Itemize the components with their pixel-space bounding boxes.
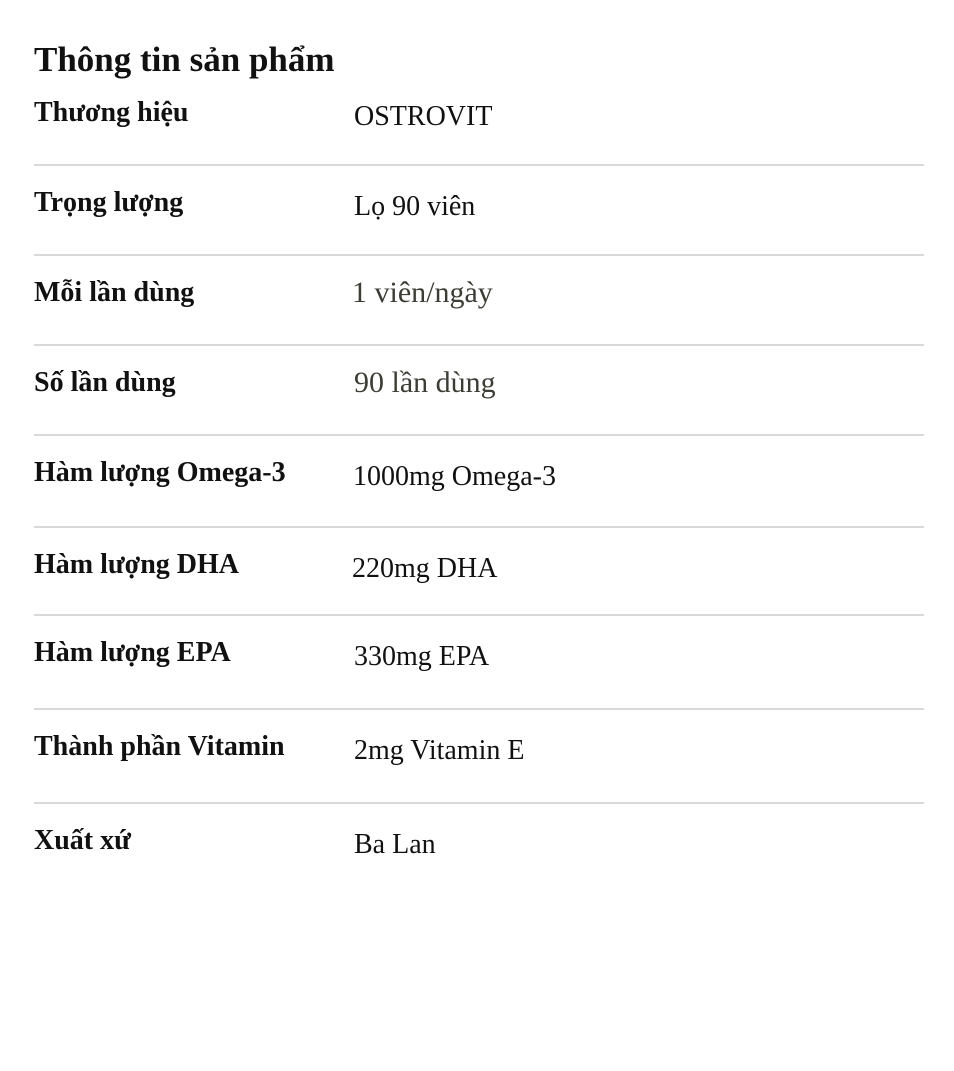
row-divider: [34, 164, 924, 166]
spec-value: 90 lần dùng: [354, 366, 496, 399]
spec-label: Thành phần Vitamin: [34, 731, 285, 762]
row-divider: [34, 254, 924, 256]
spec-value: Lọ 90 viên: [354, 191, 476, 222]
row-divider: [34, 344, 924, 346]
spec-label: Hàm lượng EPA: [34, 637, 231, 668]
spec-label: Xuất xứ: [34, 825, 131, 856]
spec-value: 2mg Vitamin E: [354, 735, 525, 766]
spec-label: Mỗi lần dùng: [34, 277, 195, 308]
spec-label: Hàm lượng DHA: [34, 549, 239, 580]
spec-value: OSTROVIT: [354, 101, 493, 132]
spec-label: Thương hiệu: [34, 97, 189, 128]
row-divider: [34, 802, 924, 804]
row-divider: [34, 708, 924, 710]
spec-value: Ba Lan: [354, 829, 436, 860]
spec-value: 330mg EPA: [354, 641, 490, 672]
spec-label: Trọng lượng: [34, 187, 184, 218]
spec-value: 1000mg Omega-3: [353, 461, 556, 492]
row-divider: [34, 614, 924, 616]
spec-value: 1 viên/ngày: [352, 276, 493, 309]
page-title: Thông tin sản phẩm: [34, 40, 335, 79]
spec-value: 220mg DHA: [352, 553, 498, 584]
spec-label: Hàm lượng Omega-3: [34, 457, 286, 488]
row-divider: [34, 434, 924, 436]
spec-label: Số lần dùng: [34, 367, 176, 398]
row-divider: [34, 526, 924, 528]
